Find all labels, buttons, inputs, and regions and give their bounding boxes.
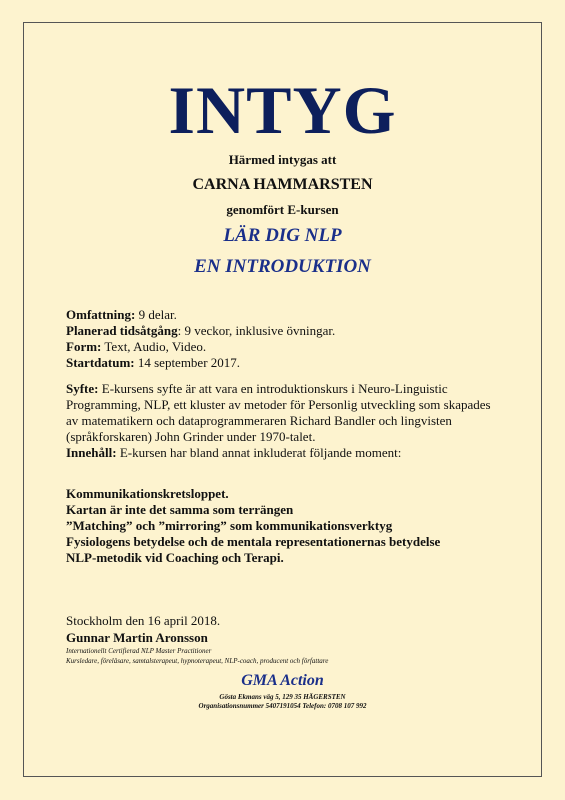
fact-row <box>66 355 506 371</box>
signer-name: Gunnar Martin Aronsson <box>66 630 208 645</box>
fact-value: 9 delar. <box>135 307 177 322</box>
fact-label: Form: <box>66 339 102 354</box>
course-title-line2: EN INTRODUKTION <box>194 256 371 277</box>
fact-value: : 9 veckor, inklusive övningar. <box>177 323 336 338</box>
fact-row <box>66 339 506 355</box>
fact-label: Planerad tidsåtgång <box>66 323 178 338</box>
fact-label: Omfattning: <box>66 307 136 322</box>
fact-value: Text, Audio, Video. <box>101 339 207 354</box>
course-title-line1: LÄR DIG NLP <box>223 225 342 246</box>
list-item: ”Matching” och ”mirroring” som kommunikationsverktyg <box>66 518 393 533</box>
list-item: NLP-metodik vid Coaching och Terapi. <box>66 550 284 565</box>
place-date: Stockholm den 16 april 2018. <box>66 613 221 628</box>
purpose-paragraph <box>66 381 506 445</box>
content-paragraph <box>66 445 506 461</box>
purpose-label: Syfte: <box>66 381 99 396</box>
signer-roles: Kursledare, föreläsare, samtalsterapeut, hypnoterapeut, NLP-coach, producent och författare <box>66 657 329 665</box>
completed-text: genomfört E-kursen <box>226 202 339 217</box>
course-moments <box>66 486 506 566</box>
company-address: Gösta Ekmans väg 5, 129 35 HÄGERSTEN <box>219 693 346 701</box>
purpose-text: E-kursens syfte är att vara en introduktionskurs i Neuro-Linguistic Programming, NLP, ett kluster av metoder för Personlig utveckling som skapades av matematikern och dataprogrammeraren Richard Bandler och lingvisten (språkforskaren) John Grinder under 1970-talet. <box>66 381 491 444</box>
list-item: Kommunikationskretsloppet. <box>66 486 229 501</box>
list-item: Kartan är inte det samma som terrängen <box>66 502 294 517</box>
recipient-name: CARNA HAMMARSTEN <box>192 176 373 193</box>
signer-certification: Internationellt Certifierad NLP Master Practitioner <box>66 647 212 655</box>
certificate-title: INTYG <box>168 72 397 148</box>
fact-row <box>66 307 506 323</box>
fact-label: Startdatum: <box>66 355 135 370</box>
course-facts <box>66 307 506 371</box>
list-item: Fysiologens betydelse och de mentala representationernas betydelse <box>66 534 441 549</box>
purpose-section <box>66 381 506 461</box>
content-text: E-kursen har bland annat inkluderat följande moment: <box>116 445 402 460</box>
signature-block <box>66 613 506 666</box>
company-org-phone: Organisationsnummer 5407191054 Telefon: 0708 107 992 <box>198 702 367 710</box>
intro-text: Härmed intygas att <box>228 152 337 167</box>
company-name: GMA Action <box>241 672 324 689</box>
fact-value: 14 september 2017. <box>134 355 241 370</box>
content-label: Innehåll: <box>66 445 117 460</box>
fact-row <box>66 323 506 339</box>
